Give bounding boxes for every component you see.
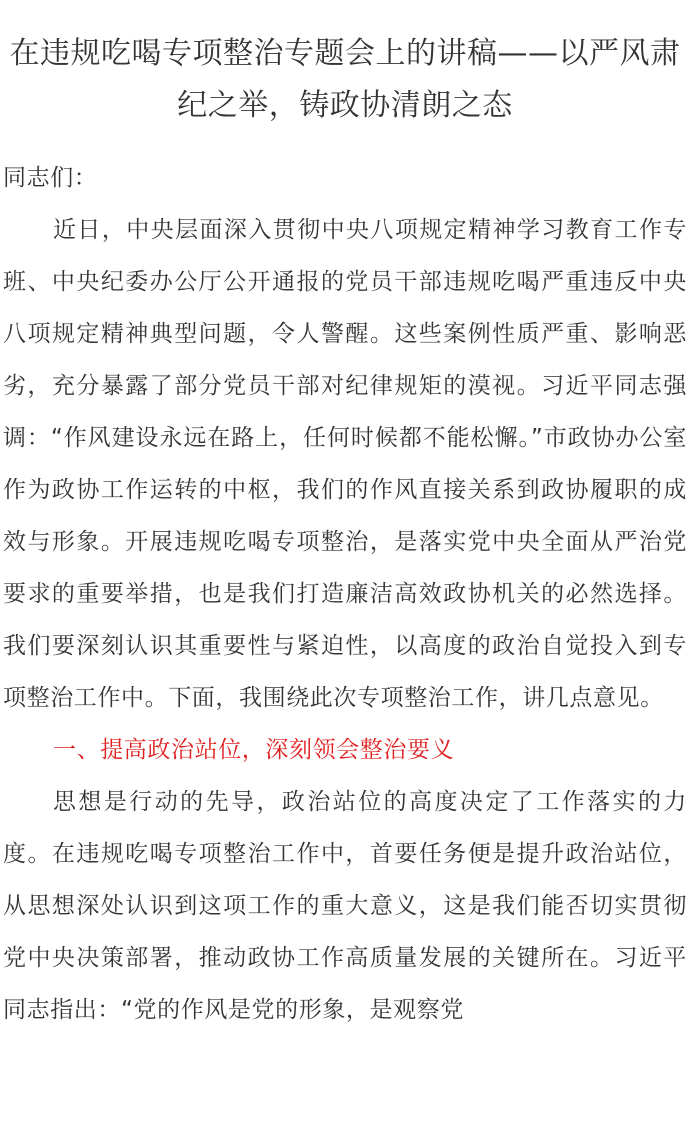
- salutation: 同志们：: [3, 165, 98, 191]
- document-body: [3, 152, 687, 1036]
- section-heading: 一、提高政治站位，深刻领会整治要义: [53, 737, 455, 763]
- document-page: [0, 28, 693, 1125]
- document-title: 在违规吃喝专项整治专题会上的讲稿——以严风肃纪之举，铸政协清朗之态: [9, 36, 681, 123]
- body-paragraph: 近日，中央层面深入贯彻中央八项规定精神学习教育工作专班、中央纪委办公厅公开通报的党员干部违规吃喝严重违反中央八项规定精神典型问题，令人警醒。这些案例性质严重、影响恶劣，充分暴露了部分党员干部对纪律规矩的漠视。习近平同志强调：“作风建设永远在路上，任何时候都不能松懈。”市政协办公室作为政协工作运转的中枢，我们的作风直接关系到政协履职的成效与形象。开展违规吃喝专项整治，是落实党中央全面从严治党要求的重要举措，也是我们打造廉洁高效政协机关的必然选择。我们要深刻认识其重要性与紧迫性，以高度的政治自觉投入到专项整治工作中。下面，我围绕此次专项整治工作，讲几点意见。: [3, 217, 687, 711]
- body-paragraph: 思想是行动的先导，政治站位的高度决定了工作落实的力度。在违规吃喝专项整治工作中，首要任务便是提升政治站位，从思想深处认识到这项工作的重大意义，这是我们能否切实贯彻党中央决策部署，推动政协工作高质量发展的关键所在。习近平同志指出：“党的作风是党的形象，是观察党: [3, 789, 687, 1023]
